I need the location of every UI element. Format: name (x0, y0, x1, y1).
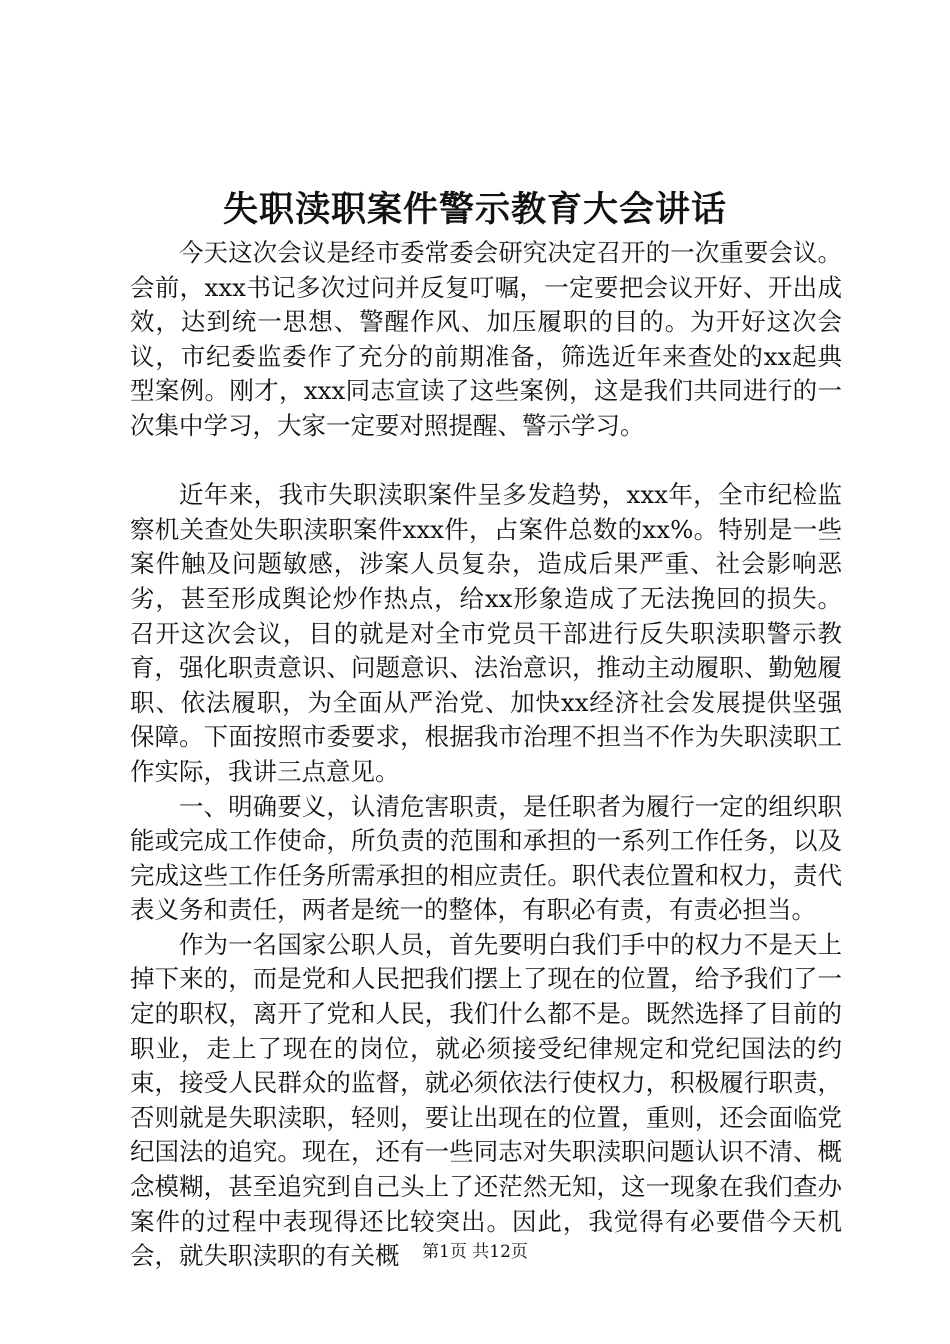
paragraph-section-one: 一、明确要义，认清危害职责，是任职者为履行一定的组织职能或完成工作使命，所负责的范围和承担的一系列工作任务，以及完成这些工作任务所需承担的相应责任。职代表位置和权力，责代表义务和责任，两者是统一的整体，有职必有责，有责必担当。 (130, 791, 842, 925)
page-number-footer: 第1页 共12页 (422, 1242, 528, 1262)
document-title: 失职渎职案件警示教育大会讲话 (222, 190, 727, 230)
paragraph-intro: 今天这次会议是经市委常委会研究决定召开的一次重要会议。会前，xxx书记多次过问并反复叮嘱，一定要把会议开好、开出成效，达到统一思想、警醒作风、加压履职的目的。为开好这次会议，市纪委监委作了充分的前期准备，筛选近年来查处的xx起典型案例。刚才，xxx同志宣读了这些案例，这是我们共同进行的一次集中学习，大家一定要对照提醒、警示学习。 (130, 238, 842, 440)
paragraph-public-official: 作为一名国家公职人员，首先要明白我们手中的权力不是天上掉下来的，而是党和人民把我们摆上了现在的位置，给予我们了一定的职权，离开了党和人民，我们什么都不是。既然选择了目前的职业，走上了现在的岗位，就必须接受纪律规定和党纪国法的约束，接受人民群众的监督，就必须依法行使权力，积极履行职责，否则就是失职渎职，轻则，要让出现在的位置，重则，还会面临党纪国法的追究。现在，还有一些同志对失职渎职问题认识不清、概念模糊，甚至追究到自己头上了还茫然无知，这一现象在我们查办案件的过程中表现得还比较突出。因此，我觉得有必要借今天机会，就失职渎职的有关概 (130, 929, 842, 1271)
paragraph-background: 近年来，我市失职渎职案件呈多发趋势，xxx年，全市纪检监察机关查处失职渎职案件xxx件，占案件总数的xx%。特别是一些案件触及问题敏感，涉案人员复杂，造成后果严重、社会影响恶劣，甚至形成舆论炒作热点，给xx形象造成了无法挽回的损失。召开这次会议，目的就是对全市党员干部进行反失职渎职警示教育，强化职责意识、问题意识、法治意识，推动主动履职、勤勉履职、依法履职，为全面从严治党、加快xx经济社会发展提供坚强保障。下面按照市委要求，根据我市治理不担当不作为失职渎职工作实际，我讲三点意见。 (130, 480, 842, 786)
document-body (130, 236, 842, 1274)
